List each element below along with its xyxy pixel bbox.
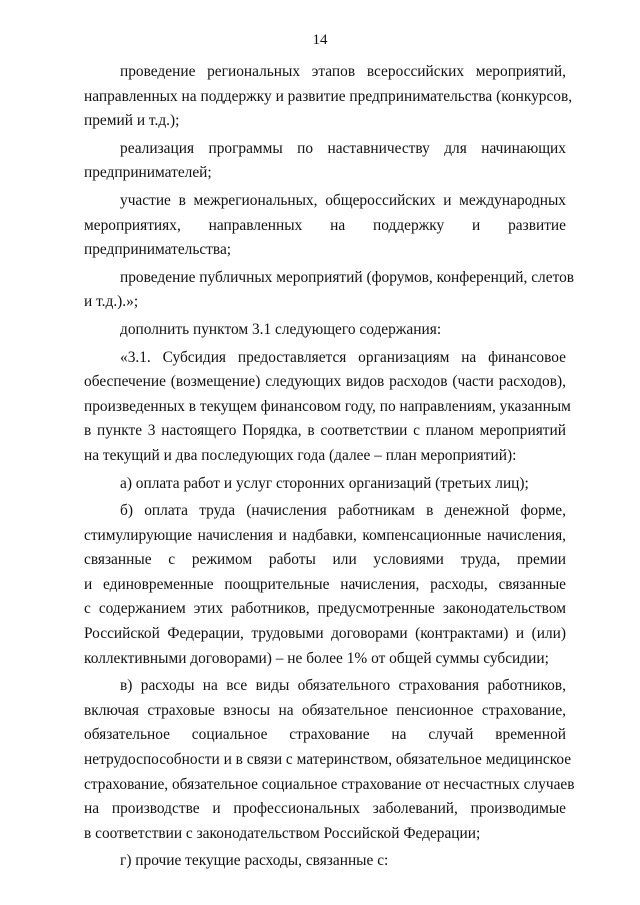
- paragraph: [84, 318, 566, 343]
- text-line: дополнить пунктом 3.1 следующего содержания:: [120, 320, 442, 338]
- text-line: мероприятиях, направленных на поддержку и развитие: [84, 216, 566, 234]
- paragraph: [84, 137, 566, 186]
- page-number: 14: [312, 32, 328, 48]
- text-line: реализация программы по наставничеству для начинающих: [120, 139, 566, 157]
- document-body: [84, 60, 575, 877]
- text-line: Российской Федерации, трудовыми договорами (контрактами) и (или): [84, 625, 566, 643]
- text-line: предпринимательства;: [84, 241, 232, 259]
- paragraph: [84, 60, 573, 134]
- paragraph: [84, 674, 575, 846]
- text-line: проведение региональных этапов всероссийских мероприятий,: [120, 63, 566, 80]
- paragraph: [84, 189, 566, 263]
- text-line: произведенных в текущем финансовом году, по направлениям, указанным: [84, 397, 571, 415]
- text-line: нетрудоспособности и в связи с материнством, обязательное медицинское: [84, 751, 572, 769]
- text-line: коллективными договорами) – не более 1% от общей суммы субсидии;: [84, 649, 549, 667]
- text-line: на текущий и два последующих года (далее – план мероприятий):: [84, 446, 517, 464]
- text-line: г) прочие текущие расходы, связанные с:: [120, 852, 389, 870]
- paragraph: [84, 472, 566, 497]
- text-line: на производстве и профессиональных заболеваний, производимые: [84, 800, 566, 818]
- text-line: и т.д.).»;: [84, 293, 139, 311]
- text-line: обеспечение (возмещение) следующих видов расходов (части расходов),: [84, 373, 566, 391]
- text-line: а) оплата работ и услуг сторонних организаций (третьих лиц);: [120, 474, 529, 492]
- text-line: в пункте 3 настоящего Порядка, в соответствии с планом мероприятий: [84, 422, 566, 440]
- text-line: «3.1. Субсидия предоставляется организациям на финансовое: [120, 348, 566, 366]
- text-line: обязательное социальное страхование на случай временной: [84, 726, 566, 744]
- paragraph: [84, 499, 566, 671]
- paragraph-gap: [84, 874, 566, 877]
- paragraph: [84, 849, 566, 874]
- paragraph: [84, 346, 571, 469]
- text-line: направленных на поддержку и развитие предпринимательства (конкурсов,: [84, 87, 573, 105]
- text-line: стимулирующие начисления и надбавки, компенсационные начисления,: [84, 526, 566, 544]
- text-line: с содержанием этих работников, предусмотренные законодательством: [84, 600, 566, 618]
- text-line: и единовременные поощрительные начисления, расходы, связанные: [84, 575, 566, 593]
- text-line: предпринимателей;: [84, 164, 212, 182]
- paragraph: [84, 266, 575, 315]
- text-line: проведение публичных мероприятий (форумов, конференций, слетов: [120, 268, 575, 286]
- text-line: страхование, обязательное социальное страхование от несчастных случаев: [84, 775, 575, 793]
- text-line: в) расходы на все виды обязательного страхования работников,: [120, 677, 566, 695]
- text-line: премий и т.д.);: [84, 112, 180, 130]
- text-line: включая страховые взносы на обязательное пенсионное страхование,: [84, 701, 566, 719]
- text-line: б) оплата труда (начисления работникам в денежной форме,: [120, 502, 566, 520]
- text-line: участие в межрегиональных, общероссийских и международных: [120, 191, 566, 209]
- text-line: связанные с режимом работы или условиями труда, премии: [84, 551, 566, 569]
- text-line: в соответствии с законодательством Российской Федерации;: [84, 824, 481, 842]
